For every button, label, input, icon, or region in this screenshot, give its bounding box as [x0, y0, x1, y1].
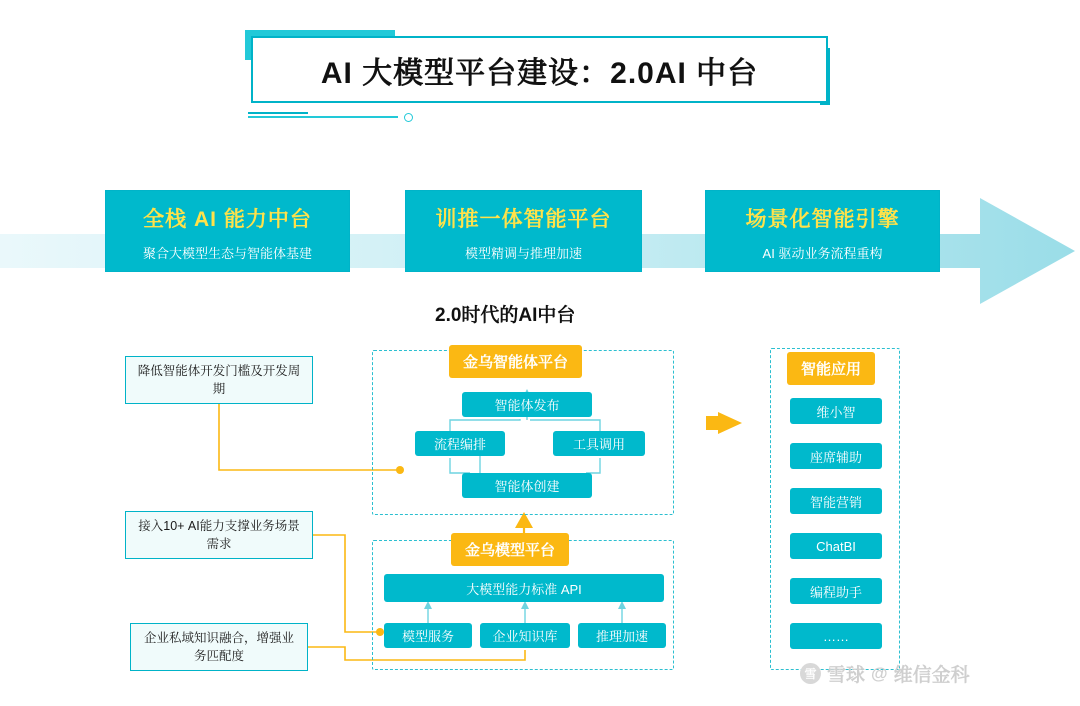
pillar-card-1[interactable]	[105, 190, 350, 272]
title-decoration-line-short	[248, 112, 308, 114]
node-inference-accel[interactable]: 推理加速	[578, 623, 666, 648]
node-agent-tool[interactable]: 工具调用	[553, 431, 645, 456]
watermark	[800, 660, 970, 687]
pillar-subtitle-3: AI 驱动业务流程重构	[762, 246, 883, 261]
pillar-subtitle-1: 聚合大模型生态与智能体基建	[142, 246, 312, 261]
list-item[interactable]: 座席辅助	[790, 443, 882, 469]
node-agent-create[interactable]: 智能体创建	[462, 473, 592, 498]
node-model-service[interactable]: 模型服务	[384, 623, 472, 648]
node-agent-publish[interactable]: 智能体发布	[462, 392, 592, 417]
pillar-card-3[interactable]	[705, 190, 940, 272]
watermark-brand: 雪球	[827, 665, 866, 686]
watermark-account: 维信金科	[893, 665, 970, 686]
title-decoration-line	[248, 116, 398, 118]
applications-label: 智能应用	[787, 352, 875, 385]
list-item[interactable]: ……	[790, 623, 882, 649]
node-knowledge-base[interactable]: 企业知识库	[480, 623, 570, 648]
section-heading: 2.0时代的AI中台	[435, 305, 576, 326]
list-item[interactable]: 智能营销	[790, 488, 882, 514]
pillar-card-2[interactable]	[405, 190, 642, 272]
list-item[interactable]: 编程助手	[790, 578, 882, 604]
page-title	[245, 30, 830, 105]
title-decoration	[248, 112, 418, 122]
model-platform-label: 金乌模型平台	[451, 533, 569, 566]
node-agent-flow[interactable]: 流程编排	[415, 431, 505, 456]
watermark-at-icon: @	[871, 663, 888, 683]
list-item[interactable]: 维小智	[790, 398, 882, 424]
title-box	[251, 36, 828, 103]
agent-platform-label: 金乌智能体平台	[449, 345, 582, 378]
node-model-api[interactable]: 大模型能力标准 API	[384, 574, 664, 602]
pillar-title-2: 训推一体智能平台	[435, 208, 612, 231]
title-text: AI 大模型平台建设：2.0AI 中台	[320, 56, 759, 90]
note-box-1: 降低智能体开发门槛及开发周期	[125, 356, 313, 404]
note-box-2: 接入10+ AI能力支撑业务场景需求	[125, 511, 313, 559]
note-box-3: 企业私域知识融合，增强业务匹配度	[130, 623, 308, 671]
pillar-subtitle-2: 模型精调与推理加速	[464, 246, 582, 261]
list-item[interactable]: ChatBI	[790, 533, 882, 559]
pillar-title-3: 场景化智能引擎	[745, 208, 900, 231]
title-decoration-dot-icon	[404, 113, 413, 122]
watermark-logo-icon: 雪	[800, 663, 821, 684]
pillar-title-1: 全栈 AI 能力中台	[143, 208, 312, 231]
